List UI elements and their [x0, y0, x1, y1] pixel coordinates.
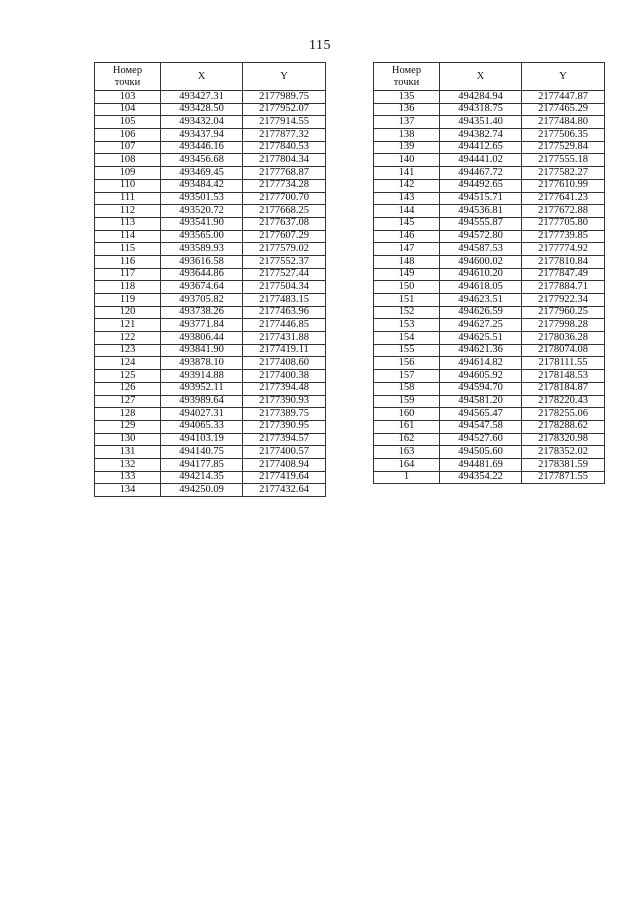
cell-point-number: 147 — [374, 243, 440, 256]
cell-point-number: 144 — [374, 205, 440, 218]
cell-y: 2177446.85 — [243, 319, 326, 332]
page-number: 115 — [309, 38, 331, 53]
table-row — [374, 433, 605, 446]
table-row — [95, 471, 326, 484]
cell-x: 493989.64 — [161, 395, 243, 408]
table-row — [95, 154, 326, 167]
table-row — [95, 446, 326, 459]
cell-x: 494441.02 — [440, 154, 522, 167]
cell-point-number: 141 — [374, 167, 440, 180]
header-point-line2: точки — [393, 76, 420, 88]
cell-x: 494214.35 — [161, 471, 243, 484]
cell-y: 2177582.27 — [522, 167, 605, 180]
table-row — [95, 319, 326, 332]
cell-x: 493484.42 — [161, 179, 243, 192]
column-header-point-number — [374, 63, 440, 91]
cell-x: 493644.86 — [161, 268, 243, 281]
cell-x: 494318.75 — [440, 103, 522, 116]
cell-point-number: 146 — [374, 230, 440, 243]
cell-y: 2177483.15 — [243, 294, 326, 307]
cell-y: 2177394.57 — [243, 433, 326, 446]
table-row — [374, 294, 605, 307]
cell-y: 2177390.95 — [243, 420, 326, 433]
table-row — [374, 395, 605, 408]
cell-x: 494177.85 — [161, 458, 243, 471]
cell-point-number: 128 — [95, 408, 161, 421]
cell-x: 494565.47 — [440, 408, 522, 421]
cell-point-number: 118 — [95, 281, 161, 294]
cell-y: 2177506.35 — [522, 129, 605, 142]
cell-x: 493806.44 — [161, 332, 243, 345]
cell-point-number: 126 — [95, 382, 161, 395]
cell-point-number: 158 — [374, 382, 440, 395]
coordinates-table-left — [94, 62, 326, 497]
table-row — [374, 446, 605, 459]
cell-y: 2178184.87 — [522, 382, 605, 395]
cell-y: 2177431.88 — [243, 332, 326, 345]
table-row — [374, 205, 605, 218]
cell-y: 2177400.57 — [243, 446, 326, 459]
cell-x: 493541.90 — [161, 217, 243, 230]
cell-point-number: 149 — [374, 268, 440, 281]
table-row — [374, 154, 605, 167]
cell-y: 2177463.96 — [243, 306, 326, 319]
table-row — [95, 192, 326, 205]
cell-point-number: 122 — [95, 332, 161, 345]
cell-point-number: 156 — [374, 357, 440, 370]
cell-point-number: 116 — [95, 255, 161, 268]
cell-x: 494614.82 — [440, 357, 522, 370]
column-header-x: X — [440, 63, 522, 91]
cell-x: 494140.75 — [161, 446, 243, 459]
cell-x: 494467.72 — [440, 167, 522, 180]
table-row — [95, 294, 326, 307]
cell-x: 493520.72 — [161, 205, 243, 218]
cell-point-number: 153 — [374, 319, 440, 332]
cell-point-number: 150 — [374, 281, 440, 294]
cell-y: 2177394.48 — [243, 382, 326, 395]
cell-y: 2177400.38 — [243, 370, 326, 383]
cell-y: 2177914.55 — [243, 116, 326, 129]
cell-point-number: 155 — [374, 344, 440, 357]
cell-x: 494065.33 — [161, 420, 243, 433]
cell-y: 2177641.23 — [522, 192, 605, 205]
cell-x: 493469.45 — [161, 167, 243, 180]
cell-y: 2177408.60 — [243, 357, 326, 370]
table-row — [374, 116, 605, 129]
cell-y: 2177555.18 — [522, 154, 605, 167]
cell-x: 493437.94 — [161, 129, 243, 142]
cell-x: 493428.50 — [161, 103, 243, 116]
table-row — [95, 179, 326, 192]
cell-x: 494581.20 — [440, 395, 522, 408]
cell-point-number: 136 — [374, 103, 440, 116]
cell-x: 493432.04 — [161, 116, 243, 129]
cell-x: 494481.69 — [440, 458, 522, 471]
cell-x: 493565.00 — [161, 230, 243, 243]
cell-y: 2177810.84 — [522, 255, 605, 268]
cell-y: 2177390.93 — [243, 395, 326, 408]
cell-y: 2177672.88 — [522, 205, 605, 218]
cell-point-number: 121 — [95, 319, 161, 332]
cell-x: 494250.09 — [161, 484, 243, 497]
cell-y: 2178320.98 — [522, 433, 605, 446]
cell-y: 2177408.94 — [243, 458, 326, 471]
table-row — [374, 129, 605, 142]
cell-x: 493841.90 — [161, 344, 243, 357]
cell-point-number: 106 — [95, 129, 161, 142]
cell-y: 2177504.34 — [243, 281, 326, 294]
cell-y: 2177989.75 — [243, 91, 326, 104]
cell-point-number: 157 — [374, 370, 440, 383]
table-row — [374, 281, 605, 294]
cell-point-number: 134 — [95, 484, 161, 497]
cell-y: 2177998.28 — [522, 319, 605, 332]
cell-y: 2177465.29 — [522, 103, 605, 116]
table-row — [374, 103, 605, 116]
cell-x: 493427.31 — [161, 91, 243, 104]
table-row — [374, 332, 605, 345]
table-row — [374, 458, 605, 471]
column-header-y: Y — [522, 63, 605, 91]
table-row — [95, 255, 326, 268]
cell-y: 2177637.08 — [243, 217, 326, 230]
column-header-y: Y — [243, 63, 326, 91]
cell-point-number: 160 — [374, 408, 440, 421]
cell-point-number: 117 — [95, 268, 161, 281]
cell-x: 494351.40 — [440, 116, 522, 129]
cell-point-number: 114 — [95, 230, 161, 243]
cell-y: 2177705.80 — [522, 217, 605, 230]
cell-x: 494527.60 — [440, 433, 522, 446]
cell-y: 2178148.53 — [522, 370, 605, 383]
table-row — [95, 395, 326, 408]
table-row — [374, 230, 605, 243]
cell-y: 2177960.25 — [522, 306, 605, 319]
cell-y: 2178255.06 — [522, 408, 605, 421]
cell-x: 494618.05 — [440, 281, 522, 294]
cell-y: 2177668.25 — [243, 205, 326, 218]
table-row — [95, 357, 326, 370]
cell-x: 493674.64 — [161, 281, 243, 294]
cell-point-number: 133 — [95, 471, 161, 484]
table-row — [95, 408, 326, 421]
cell-x: 494382.74 — [440, 129, 522, 142]
table-row — [95, 243, 326, 256]
header-point-line1: Номер — [112, 64, 143, 76]
cell-point-number: 105 — [95, 116, 161, 129]
table-row — [95, 91, 326, 104]
cell-x: 494627.25 — [440, 319, 522, 332]
cell-x: 493589.93 — [161, 243, 243, 256]
cell-point-number: 151 — [374, 294, 440, 307]
cell-point-number: 119 — [95, 294, 161, 307]
cell-x: 494572.80 — [440, 230, 522, 243]
cell-point-number: 154 — [374, 332, 440, 345]
table-row — [374, 167, 605, 180]
cell-y: 2177529.84 — [522, 141, 605, 154]
table-row — [374, 179, 605, 192]
cell-y: 2178111.55 — [522, 357, 605, 370]
cell-x: 494621.36 — [440, 344, 522, 357]
cell-x: 494600.02 — [440, 255, 522, 268]
cell-y: 2177484.80 — [522, 116, 605, 129]
cell-point-number: 137 — [374, 116, 440, 129]
cell-y: 2177552.37 — [243, 255, 326, 268]
table-row — [374, 344, 605, 357]
table-row — [95, 306, 326, 319]
cell-point-number: 143 — [374, 192, 440, 205]
cell-y: 2178036.28 — [522, 332, 605, 345]
cell-y: 2177952.07 — [243, 103, 326, 116]
table-row — [374, 471, 605, 484]
cell-y: 2177607.29 — [243, 230, 326, 243]
cell-y: 2177884.71 — [522, 281, 605, 294]
cell-y: 2177847.49 — [522, 268, 605, 281]
cell-x: 494625.51 — [440, 332, 522, 345]
cell-y: 2177432.64 — [243, 484, 326, 497]
cell-point-number: 123 — [95, 344, 161, 357]
cell-point-number: 138 — [374, 129, 440, 142]
table-row — [95, 217, 326, 230]
cell-y: 2177419.11 — [243, 344, 326, 357]
table-row — [95, 332, 326, 345]
cell-point-number: 161 — [374, 420, 440, 433]
cell-y: 2177922.34 — [522, 294, 605, 307]
table-row — [95, 268, 326, 281]
cell-x: 494555.87 — [440, 217, 522, 230]
table-row — [95, 167, 326, 180]
table-row — [374, 141, 605, 154]
table-row — [374, 319, 605, 332]
table-row — [374, 192, 605, 205]
cell-x: 493456.68 — [161, 154, 243, 167]
cell-point-number: 132 — [95, 458, 161, 471]
cell-x: 494505.60 — [440, 446, 522, 459]
cell-point-number: 113 — [95, 217, 161, 230]
table-row — [95, 433, 326, 446]
table-row — [374, 420, 605, 433]
cell-y: 2178288.62 — [522, 420, 605, 433]
cell-point-number: 130 — [95, 433, 161, 446]
header-point-line2: точки — [114, 76, 141, 88]
cell-y: 2177739.85 — [522, 230, 605, 243]
table-row — [95, 484, 326, 497]
table-row — [95, 420, 326, 433]
table-row — [95, 129, 326, 142]
cell-point-number: 127 — [95, 395, 161, 408]
table-row — [374, 306, 605, 319]
cell-point-number: 124 — [95, 357, 161, 370]
cell-x: 494515.71 — [440, 192, 522, 205]
cell-point-number: 135 — [374, 91, 440, 104]
cell-y: 2177774.92 — [522, 243, 605, 256]
cell-point-number: 107 — [95, 141, 161, 154]
coordinates-table-right — [373, 62, 605, 484]
cell-point-number: 159 — [374, 395, 440, 408]
cell-y: 2178220.43 — [522, 395, 605, 408]
cell-y: 2177768.87 — [243, 167, 326, 180]
cell-x: 494536.81 — [440, 205, 522, 218]
cell-y: 2177840.53 — [243, 141, 326, 154]
cell-x: 493616.58 — [161, 255, 243, 268]
cell-x: 493914.88 — [161, 370, 243, 383]
table-row — [95, 370, 326, 383]
table-row — [95, 141, 326, 154]
cell-x: 494594.70 — [440, 382, 522, 395]
cell-y: 2177579.02 — [243, 243, 326, 256]
cell-point-number: 125 — [95, 370, 161, 383]
cell-point-number: 131 — [95, 446, 161, 459]
cell-x: 494610.20 — [440, 268, 522, 281]
cell-point-number: 104 — [95, 103, 161, 116]
cell-y: 2177447.87 — [522, 91, 605, 104]
cell-point-number: 108 — [95, 154, 161, 167]
cell-y: 2177610.99 — [522, 179, 605, 192]
cell-y: 2177734.28 — [243, 179, 326, 192]
table-row — [95, 344, 326, 357]
cell-x: 494354.22 — [440, 471, 522, 484]
cell-point-number: 142 — [374, 179, 440, 192]
cell-y: 2177389.75 — [243, 408, 326, 421]
table-row — [95, 458, 326, 471]
cell-x: 493952.11 — [161, 382, 243, 395]
cell-x: 494547.58 — [440, 420, 522, 433]
cell-x: 494027.31 — [161, 408, 243, 421]
cell-y: 2177419.64 — [243, 471, 326, 484]
table-row — [95, 205, 326, 218]
cell-y: 2177877.32 — [243, 129, 326, 142]
cell-point-number: 115 — [95, 243, 161, 256]
cell-x: 494626.59 — [440, 306, 522, 319]
table-row — [95, 103, 326, 116]
cell-point-number: 109 — [95, 167, 161, 180]
cell-point-number: 112 — [95, 205, 161, 218]
cell-point-number: 111 — [95, 192, 161, 205]
cell-x: 494587.53 — [440, 243, 522, 256]
table-row — [95, 230, 326, 243]
cell-point-number: 163 — [374, 446, 440, 459]
cell-y: 2178381.59 — [522, 458, 605, 471]
header-point-line1: Номер — [391, 64, 422, 76]
table-row — [374, 357, 605, 370]
cell-point-number: 164 — [374, 458, 440, 471]
table-row — [374, 268, 605, 281]
cell-point-number: 110 — [95, 179, 161, 192]
column-header-x: X — [161, 63, 243, 91]
cell-x: 493771.84 — [161, 319, 243, 332]
table-row — [95, 281, 326, 294]
cell-point-number: 152 — [374, 306, 440, 319]
cell-y: 2177871.55 — [522, 471, 605, 484]
cell-x: 493878.10 — [161, 357, 243, 370]
cell-point-number: 145 — [374, 217, 440, 230]
cell-x: 494492.65 — [440, 179, 522, 192]
cell-x: 493501.53 — [161, 192, 243, 205]
cell-point-number: 148 — [374, 255, 440, 268]
cell-y: 2177804.34 — [243, 154, 326, 167]
cell-y: 2178074.08 — [522, 344, 605, 357]
cell-x: 493446.16 — [161, 141, 243, 154]
table-row — [374, 255, 605, 268]
table-row — [374, 217, 605, 230]
cell-point-number: 103 — [95, 91, 161, 104]
cell-y: 2177527.44 — [243, 268, 326, 281]
cell-point-number: 120 — [95, 306, 161, 319]
table-header-row — [374, 63, 605, 91]
table-row — [95, 116, 326, 129]
cell-x: 494623.51 — [440, 294, 522, 307]
cell-point-number: 140 — [374, 154, 440, 167]
table-header-row — [95, 63, 326, 91]
cell-x: 493705.82 — [161, 294, 243, 307]
cell-point-number: 129 — [95, 420, 161, 433]
table-row — [374, 408, 605, 421]
cell-x: 493738.26 — [161, 306, 243, 319]
cell-x: 494103.19 — [161, 433, 243, 446]
table-row — [374, 243, 605, 256]
cell-point-number: 1 — [374, 471, 440, 484]
cell-x: 494284.94 — [440, 91, 522, 104]
table-row — [374, 382, 605, 395]
cell-x: 494412.65 — [440, 141, 522, 154]
table-row — [374, 370, 605, 383]
cell-x: 494605.92 — [440, 370, 522, 383]
cell-point-number: 162 — [374, 433, 440, 446]
table-row — [95, 382, 326, 395]
column-header-point-number — [95, 63, 161, 91]
cell-point-number: 139 — [374, 141, 440, 154]
table-row — [374, 91, 605, 104]
cell-y: 2178352.02 — [522, 446, 605, 459]
cell-y: 2177700.70 — [243, 192, 326, 205]
